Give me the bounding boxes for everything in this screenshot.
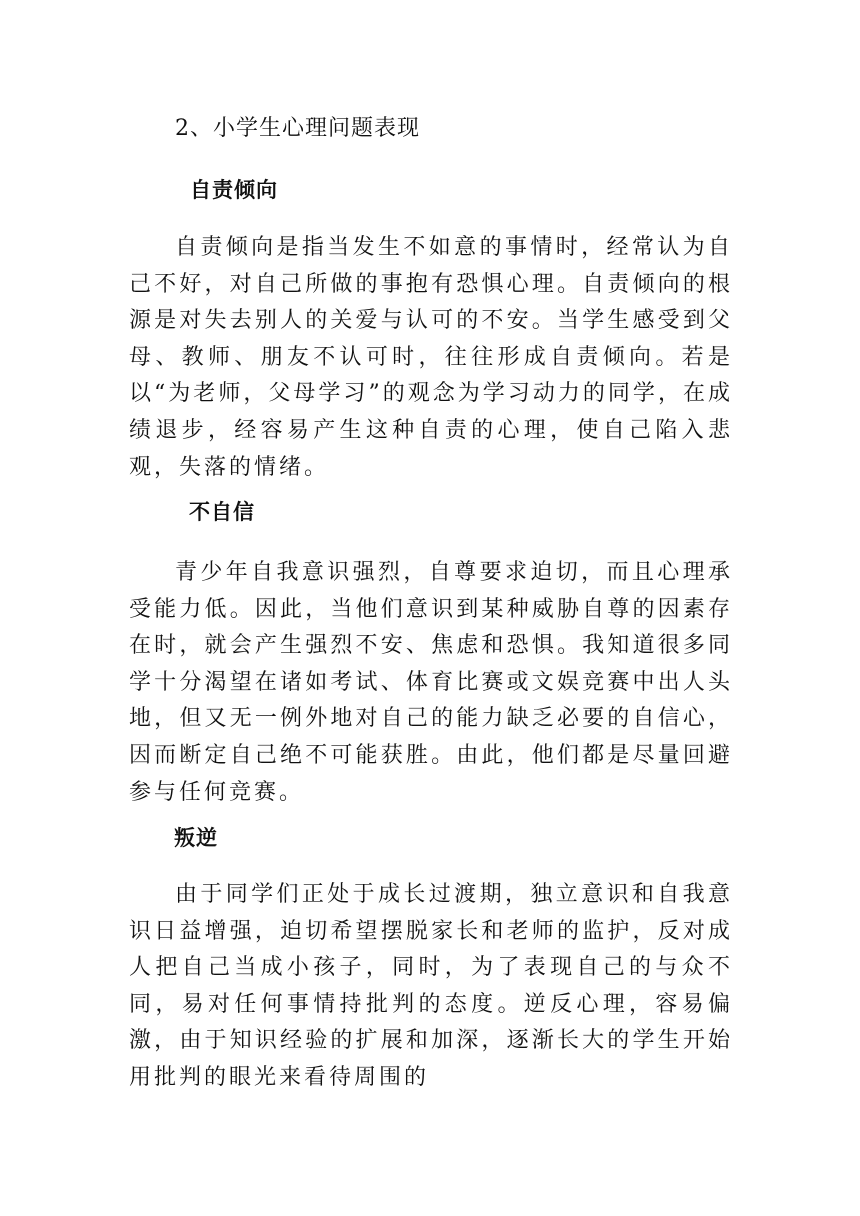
paragraph-lack-of-confidence: 青少年自我意识强烈，自尊要求迫切，而且心理承受能力低。因此，当他们意识到某种威胁自尊的因素存在时，就会产生强烈不安、焦虑和恐惧。我知道很多同学十分渴望在诸如考试、体育比赛或文娱竞赛中出人头地，但又无一例外地对自己的能力缺乏必要的自信心，因而断定自己绝不可能获胜。由此，他们都是尽量回避参与任何竞赛。 (129, 560, 733, 805)
paragraph-rebellion: 由于同学们正处于成长过渡期，独立意识和自我意识日益增强，迫切希望摆脱家长和老师的监护，反对成人把自己当成小孩子，同时，为了表现自己的与众不同，易对任何事情持批判的态度。逆反心理，容易偏激，由于知识经验的扩展和加深，逐渐长大的学生开始用批判的眼光来看待周围的 (129, 882, 733, 1090)
section-title: 2、小学生心理问题表现 (175, 116, 420, 141)
subheading-self-blame: 自责倾向 (190, 177, 278, 202)
paragraph-self-blame: 自责倾向是指当发生不如意的事情时，经常认为自己不好，对自己所做的事抱有恐惧心理。自责倾向的根源是对失去别人的关爱与认可的不安。当学生感受到父母、教师、朋友不认可时，往往形成自责倾向。若是以“为老师，父母学习”的观念为学习动力的同学，在成绩退步，经容易产生这种自责的心理，使自己陷入悲观，失落的情绪。 (129, 235, 733, 480)
subheading-lack-of-confidence: 不自信 (189, 499, 255, 524)
subheading-rebellion: 叛逆 (174, 825, 218, 850)
